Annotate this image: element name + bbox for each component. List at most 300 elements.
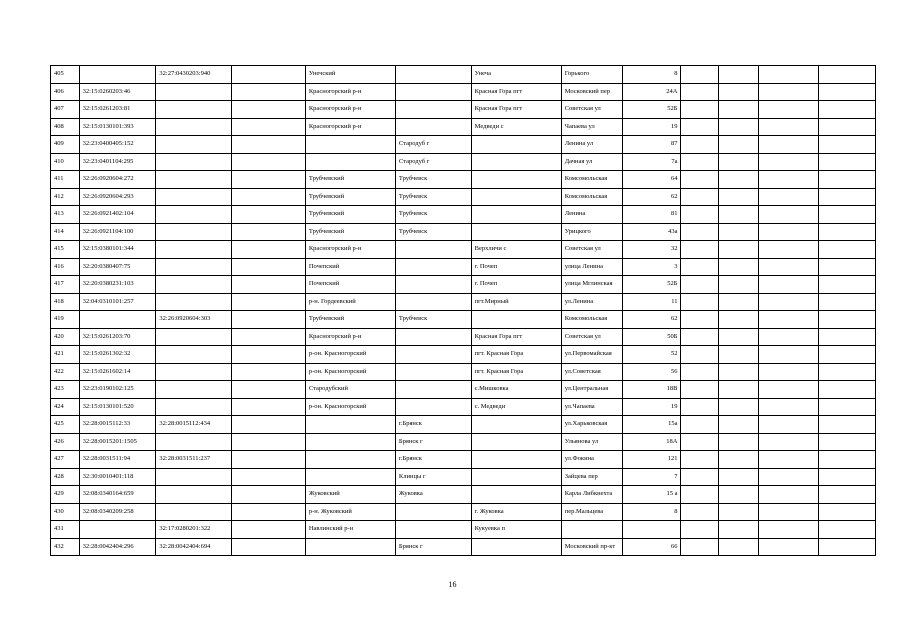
cadastral-number-alt xyxy=(156,171,232,189)
district-cell: Красногорский р-н xyxy=(305,101,395,119)
row-number: 429 xyxy=(51,486,80,504)
house-number-cell: 66 xyxy=(623,538,681,556)
cadastral-number-alt xyxy=(156,153,232,171)
blank-cell xyxy=(759,206,818,224)
blank-cell xyxy=(232,258,306,276)
blank-cell xyxy=(719,416,759,434)
blank-cell xyxy=(759,328,818,346)
city-cell: Брянск г xyxy=(395,538,471,556)
row-number: 421 xyxy=(51,346,80,364)
blank-cell xyxy=(232,451,306,469)
table-row xyxy=(51,83,876,101)
table-row xyxy=(51,171,876,189)
city-cell: Трубчевск xyxy=(395,188,471,206)
blank-cell xyxy=(759,188,818,206)
blank-cell xyxy=(759,311,818,329)
city-cell xyxy=(395,241,471,259)
row-number: 413 xyxy=(51,206,80,224)
house-number-cell: 15а xyxy=(623,416,681,434)
house-number-cell: 50Б xyxy=(623,328,681,346)
page-number: 16 xyxy=(448,580,457,589)
cadastral-number: 32:26:0920604:272 xyxy=(79,171,156,189)
blank-cell xyxy=(818,258,875,276)
blank-cell xyxy=(719,153,759,171)
blank-cell xyxy=(719,293,759,311)
cadastral-number-alt xyxy=(156,118,232,136)
street-cell: Карла Либкнехта xyxy=(561,486,622,504)
settlement-cell xyxy=(471,223,561,241)
blank-cell xyxy=(719,433,759,451)
blank-cell xyxy=(759,101,818,119)
city-cell: Трубчевск xyxy=(395,223,471,241)
blank-cell xyxy=(818,433,875,451)
settlement-cell: с. Медведи xyxy=(471,398,561,416)
district-cell: Трубчевский xyxy=(305,188,395,206)
row-number: 407 xyxy=(51,101,80,119)
house-number-cell: 62 xyxy=(623,188,681,206)
table-row xyxy=(51,188,876,206)
blank-cell xyxy=(681,188,719,206)
blank-cell xyxy=(818,451,875,469)
blank-cell xyxy=(759,398,818,416)
row-number: 408 xyxy=(51,118,80,136)
registry-rows xyxy=(51,66,876,556)
blank-cell xyxy=(759,503,818,521)
table-row xyxy=(51,486,876,504)
cadastral-number: 32:15:0261302:32 xyxy=(79,346,156,364)
house-number-cell: 3 xyxy=(623,258,681,276)
blank-cell xyxy=(681,521,719,539)
settlement-cell xyxy=(471,416,561,434)
blank-cell xyxy=(681,433,719,451)
cadastral-number-alt: 32:26:0920604:303 xyxy=(156,311,232,329)
blank-cell xyxy=(719,328,759,346)
house-number-cell xyxy=(623,521,681,539)
cadastral-number-alt xyxy=(156,328,232,346)
cadastral-number-alt xyxy=(156,241,232,259)
street-cell: Дачная ул xyxy=(561,153,622,171)
blank-cell xyxy=(681,223,719,241)
blank-cell xyxy=(719,276,759,294)
district-cell: р-н. Гордеевский xyxy=(305,293,395,311)
district-cell: Красногорский р-н xyxy=(305,328,395,346)
blank-cell xyxy=(719,241,759,259)
cadastral-number-alt: 32:27:0430203:940 xyxy=(156,66,232,84)
cadastral-number: 32:08:0340164:659 xyxy=(79,486,156,504)
blank-cell xyxy=(759,241,818,259)
blank-cell xyxy=(818,363,875,381)
cadastral-number-alt: 32:17:0280201:322 xyxy=(156,521,232,539)
settlement-cell: Унеча xyxy=(471,66,561,84)
blank-cell xyxy=(681,66,719,84)
blank-cell xyxy=(818,66,875,84)
cadastral-number: 32:28:0031511:94 xyxy=(79,451,156,469)
district-cell: р-он. Красногорский xyxy=(305,363,395,381)
house-number-cell: 24А xyxy=(623,83,681,101)
settlement-cell: с.Мишковка xyxy=(471,381,561,399)
settlement-cell xyxy=(471,171,561,189)
blank-cell xyxy=(759,276,818,294)
cadastral-number-alt xyxy=(156,468,232,486)
row-number: 414 xyxy=(51,223,80,241)
row-number: 411 xyxy=(51,171,80,189)
row-number: 425 xyxy=(51,416,80,434)
cadastral-number-alt xyxy=(156,136,232,154)
district-cell: р-н. Жуковский xyxy=(305,503,395,521)
blank-cell xyxy=(759,66,818,84)
street-cell: ул.Фокина xyxy=(561,451,622,469)
blank-cell xyxy=(232,188,306,206)
table-row xyxy=(51,258,876,276)
district-cell xyxy=(305,433,395,451)
city-cell: Брянск г xyxy=(395,433,471,451)
district-cell: Почепский xyxy=(305,276,395,294)
blank-cell xyxy=(232,153,306,171)
blank-cell xyxy=(719,538,759,556)
house-number-cell: 81 xyxy=(623,206,681,224)
blank-cell xyxy=(719,381,759,399)
blank-cell xyxy=(232,83,306,101)
table-row xyxy=(51,346,876,364)
row-number: 410 xyxy=(51,153,80,171)
street-cell: Ленина xyxy=(561,206,622,224)
house-number-cell: 121 xyxy=(623,451,681,469)
table-row xyxy=(51,293,876,311)
blank-cell xyxy=(818,468,875,486)
row-number: 415 xyxy=(51,241,80,259)
row-number: 416 xyxy=(51,258,80,276)
street-cell: ул.Харьковская xyxy=(561,416,622,434)
city-cell: г.Брянск xyxy=(395,451,471,469)
settlement-cell xyxy=(471,468,561,486)
blank-cell xyxy=(232,521,306,539)
blank-cell xyxy=(232,538,306,556)
blank-cell xyxy=(232,171,306,189)
blank-cell xyxy=(719,83,759,101)
blank-cell xyxy=(719,468,759,486)
city-cell xyxy=(395,328,471,346)
table-row xyxy=(51,381,876,399)
table-row xyxy=(51,433,876,451)
cadastral-number-alt xyxy=(156,101,232,119)
blank-cell xyxy=(818,118,875,136)
settlement-cell: Кукуевка п xyxy=(471,521,561,539)
blank-cell xyxy=(759,171,818,189)
blank-cell xyxy=(818,328,875,346)
blank-cell xyxy=(681,503,719,521)
street-cell: ул.Центральная xyxy=(561,381,622,399)
cadastral-number-alt xyxy=(156,206,232,224)
blank-cell xyxy=(759,118,818,136)
cadastral-number-alt xyxy=(156,503,232,521)
district-cell: Красногорский р-н xyxy=(305,83,395,101)
cadastral-number: 32:20:0380231:103 xyxy=(79,276,156,294)
blank-cell xyxy=(681,258,719,276)
settlement-cell xyxy=(471,188,561,206)
city-cell: Трубчевск xyxy=(395,311,471,329)
blank-cell xyxy=(681,311,719,329)
table-row xyxy=(51,241,876,259)
street-cell: Московский пр-кт xyxy=(561,538,622,556)
cadastral-number: 32:23:0400405:152 xyxy=(79,136,156,154)
district-cell: Красногорский р-н xyxy=(305,118,395,136)
table-row xyxy=(51,276,876,294)
table-row xyxy=(51,206,876,224)
city-cell xyxy=(395,521,471,539)
row-number: 432 xyxy=(51,538,80,556)
cadastral-number: 32:28:0015112:33 xyxy=(79,416,156,434)
table-row xyxy=(51,521,876,539)
blank-cell xyxy=(818,416,875,434)
blank-cell xyxy=(818,521,875,539)
row-number: 412 xyxy=(51,188,80,206)
blank-cell xyxy=(232,328,306,346)
district-cell: р-он. Красногорский xyxy=(305,346,395,364)
blank-cell xyxy=(818,398,875,416)
blank-cell xyxy=(818,293,875,311)
blank-cell xyxy=(681,468,719,486)
house-number-cell: 18А xyxy=(623,433,681,451)
blank-cell xyxy=(232,346,306,364)
cadastral-number: 32:15:0380101:344 xyxy=(79,241,156,259)
blank-cell xyxy=(232,398,306,416)
cadastral-number-alt xyxy=(156,486,232,504)
table-row xyxy=(51,118,876,136)
blank-cell xyxy=(818,206,875,224)
cadastral-number: 32:04:0310101:257 xyxy=(79,293,156,311)
blank-cell xyxy=(719,206,759,224)
table-row xyxy=(51,311,876,329)
district-cell: р-он. Красногорский xyxy=(305,398,395,416)
table-row xyxy=(51,538,876,556)
settlement-cell xyxy=(471,311,561,329)
district-cell: Навлинский р-н xyxy=(305,521,395,539)
blank-cell xyxy=(232,486,306,504)
table-row xyxy=(51,363,876,381)
settlement-cell: Красная Гора пгт xyxy=(471,83,561,101)
district-cell: Унечский xyxy=(305,66,395,84)
street-cell: Ленина ул xyxy=(561,136,622,154)
blank-cell xyxy=(719,451,759,469)
settlement-cell: Красная Гора пгт xyxy=(471,328,561,346)
blank-cell xyxy=(719,136,759,154)
blank-cell xyxy=(719,398,759,416)
house-number-cell: 11 xyxy=(623,293,681,311)
house-number-cell: 52 xyxy=(623,346,681,364)
house-number-cell: 8 xyxy=(623,66,681,84)
house-number-cell: 64 xyxy=(623,171,681,189)
table-row xyxy=(51,223,876,241)
street-cell: Комсомольская xyxy=(561,188,622,206)
city-cell xyxy=(395,276,471,294)
cadastral-number: 32:26:0920604:293 xyxy=(79,188,156,206)
house-number-cell: 87 xyxy=(623,136,681,154)
row-number: 418 xyxy=(51,293,80,311)
blank-cell xyxy=(232,416,306,434)
street-cell: улица Мглинская xyxy=(561,276,622,294)
house-number-cell: 52Б xyxy=(623,101,681,119)
blank-cell xyxy=(719,503,759,521)
blank-cell xyxy=(759,258,818,276)
cadastral-number xyxy=(79,311,156,329)
blank-cell xyxy=(759,153,818,171)
settlement-cell xyxy=(471,153,561,171)
cadastral-number: 32:15:0130101:520 xyxy=(79,398,156,416)
blank-cell xyxy=(719,311,759,329)
blank-cell xyxy=(681,363,719,381)
blank-cell xyxy=(818,83,875,101)
city-cell: Стародуб г xyxy=(395,136,471,154)
settlement-cell: г. Жуковка xyxy=(471,503,561,521)
cadastral-number: 32:15:0261602:14 xyxy=(79,363,156,381)
blank-cell xyxy=(232,101,306,119)
city-cell: Жуковка xyxy=(395,486,471,504)
blank-cell xyxy=(719,66,759,84)
blank-cell xyxy=(759,381,818,399)
blank-cell xyxy=(232,293,306,311)
blank-cell xyxy=(232,468,306,486)
district-cell xyxy=(305,153,395,171)
row-number: 417 xyxy=(51,276,80,294)
blank-cell xyxy=(818,153,875,171)
district-cell: Красногорский р-н xyxy=(305,241,395,259)
house-number-cell: 7 xyxy=(623,468,681,486)
table-row xyxy=(51,136,876,154)
settlement-cell xyxy=(471,486,561,504)
blank-cell xyxy=(818,346,875,364)
blank-cell xyxy=(759,346,818,364)
blank-cell xyxy=(759,363,818,381)
city-cell xyxy=(395,398,471,416)
city-cell xyxy=(395,293,471,311)
blank-cell xyxy=(759,136,818,154)
street-cell: ул.Советская xyxy=(561,363,622,381)
cadastral-number: 32:28:0042404:296 xyxy=(79,538,156,556)
table-row xyxy=(51,153,876,171)
city-cell: г.Брянск xyxy=(395,416,471,434)
cadastral-number: 32:26:0921104:100 xyxy=(79,223,156,241)
city-cell xyxy=(395,83,471,101)
settlement-cell: Красная Гора пгт xyxy=(471,101,561,119)
blank-cell xyxy=(681,293,719,311)
row-number: 423 xyxy=(51,381,80,399)
district-cell xyxy=(305,136,395,154)
district-cell: Трубчевский xyxy=(305,223,395,241)
row-number: 430 xyxy=(51,503,80,521)
cadastral-number-alt xyxy=(156,223,232,241)
row-number: 428 xyxy=(51,468,80,486)
street-cell: Московский пер xyxy=(561,83,622,101)
blank-cell xyxy=(719,118,759,136)
settlement-cell: Верхличи с xyxy=(471,241,561,259)
street-cell xyxy=(561,521,622,539)
cadastral-number: 32:15:0261203:81 xyxy=(79,101,156,119)
cadastral-number: 32:30:0010401:118 xyxy=(79,468,156,486)
street-cell: ул.Чапаева xyxy=(561,398,622,416)
blank-cell xyxy=(818,101,875,119)
blank-cell xyxy=(681,346,719,364)
row-number: 422 xyxy=(51,363,80,381)
city-cell xyxy=(395,101,471,119)
street-cell: Ульянова ул xyxy=(561,433,622,451)
city-cell xyxy=(395,381,471,399)
blank-cell xyxy=(681,398,719,416)
blank-cell xyxy=(681,486,719,504)
blank-cell xyxy=(759,486,818,504)
street-cell: ул.Первомайская xyxy=(561,346,622,364)
blank-cell xyxy=(759,293,818,311)
cadastral-number: 32:08:0340209:258 xyxy=(79,503,156,521)
blank-cell xyxy=(818,276,875,294)
row-number: 424 xyxy=(51,398,80,416)
blank-cell xyxy=(232,66,306,84)
blank-cell xyxy=(818,311,875,329)
cadastral-number-alt xyxy=(156,188,232,206)
house-number-cell: 52Б xyxy=(623,276,681,294)
cadastral-number: 32:28:0015201:1505 xyxy=(79,433,156,451)
table-row xyxy=(51,398,876,416)
blank-cell xyxy=(719,521,759,539)
street-cell: Советская ул xyxy=(561,101,622,119)
row-number: 427 xyxy=(51,451,80,469)
street-cell: Советская ул xyxy=(561,328,622,346)
blank-cell xyxy=(818,241,875,259)
house-number-cell: 8 xyxy=(623,503,681,521)
blank-cell xyxy=(759,433,818,451)
blank-cell xyxy=(232,311,306,329)
city-cell xyxy=(395,118,471,136)
blank-cell xyxy=(232,503,306,521)
district-cell: Стародубский xyxy=(305,381,395,399)
house-number-cell: 15 а xyxy=(623,486,681,504)
blank-cell xyxy=(681,328,719,346)
blank-cell xyxy=(719,346,759,364)
blank-cell xyxy=(681,276,719,294)
row-number: 405 xyxy=(51,66,80,84)
row-number: 420 xyxy=(51,328,80,346)
cadastral-number-alt xyxy=(156,293,232,311)
blank-cell xyxy=(818,538,875,556)
table-row xyxy=(51,451,876,469)
table-row xyxy=(51,468,876,486)
cadastral-number-alt xyxy=(156,363,232,381)
cadastral-number-alt xyxy=(156,433,232,451)
blank-cell xyxy=(232,363,306,381)
district-cell: Трубчевский xyxy=(305,311,395,329)
street-cell: Чапаева ул xyxy=(561,118,622,136)
settlement-cell xyxy=(471,451,561,469)
blank-cell xyxy=(719,171,759,189)
district-cell xyxy=(305,451,395,469)
blank-cell xyxy=(719,188,759,206)
blank-cell xyxy=(681,241,719,259)
table-row xyxy=(51,416,876,434)
blank-cell xyxy=(759,468,818,486)
blank-cell xyxy=(818,486,875,504)
blank-cell xyxy=(818,171,875,189)
blank-cell xyxy=(818,381,875,399)
settlement-cell: пгт. Красная Гора xyxy=(471,346,561,364)
blank-cell xyxy=(681,101,719,119)
blank-cell xyxy=(759,538,818,556)
blank-cell xyxy=(719,363,759,381)
house-number-cell: 19 xyxy=(623,118,681,136)
street-cell: пер.Мальцева xyxy=(561,503,622,521)
house-number-cell: 19 xyxy=(623,398,681,416)
cadastral-number: 32:20:0380407:75 xyxy=(79,258,156,276)
registry-table xyxy=(50,65,876,556)
street-cell: ул.Ленина xyxy=(561,293,622,311)
